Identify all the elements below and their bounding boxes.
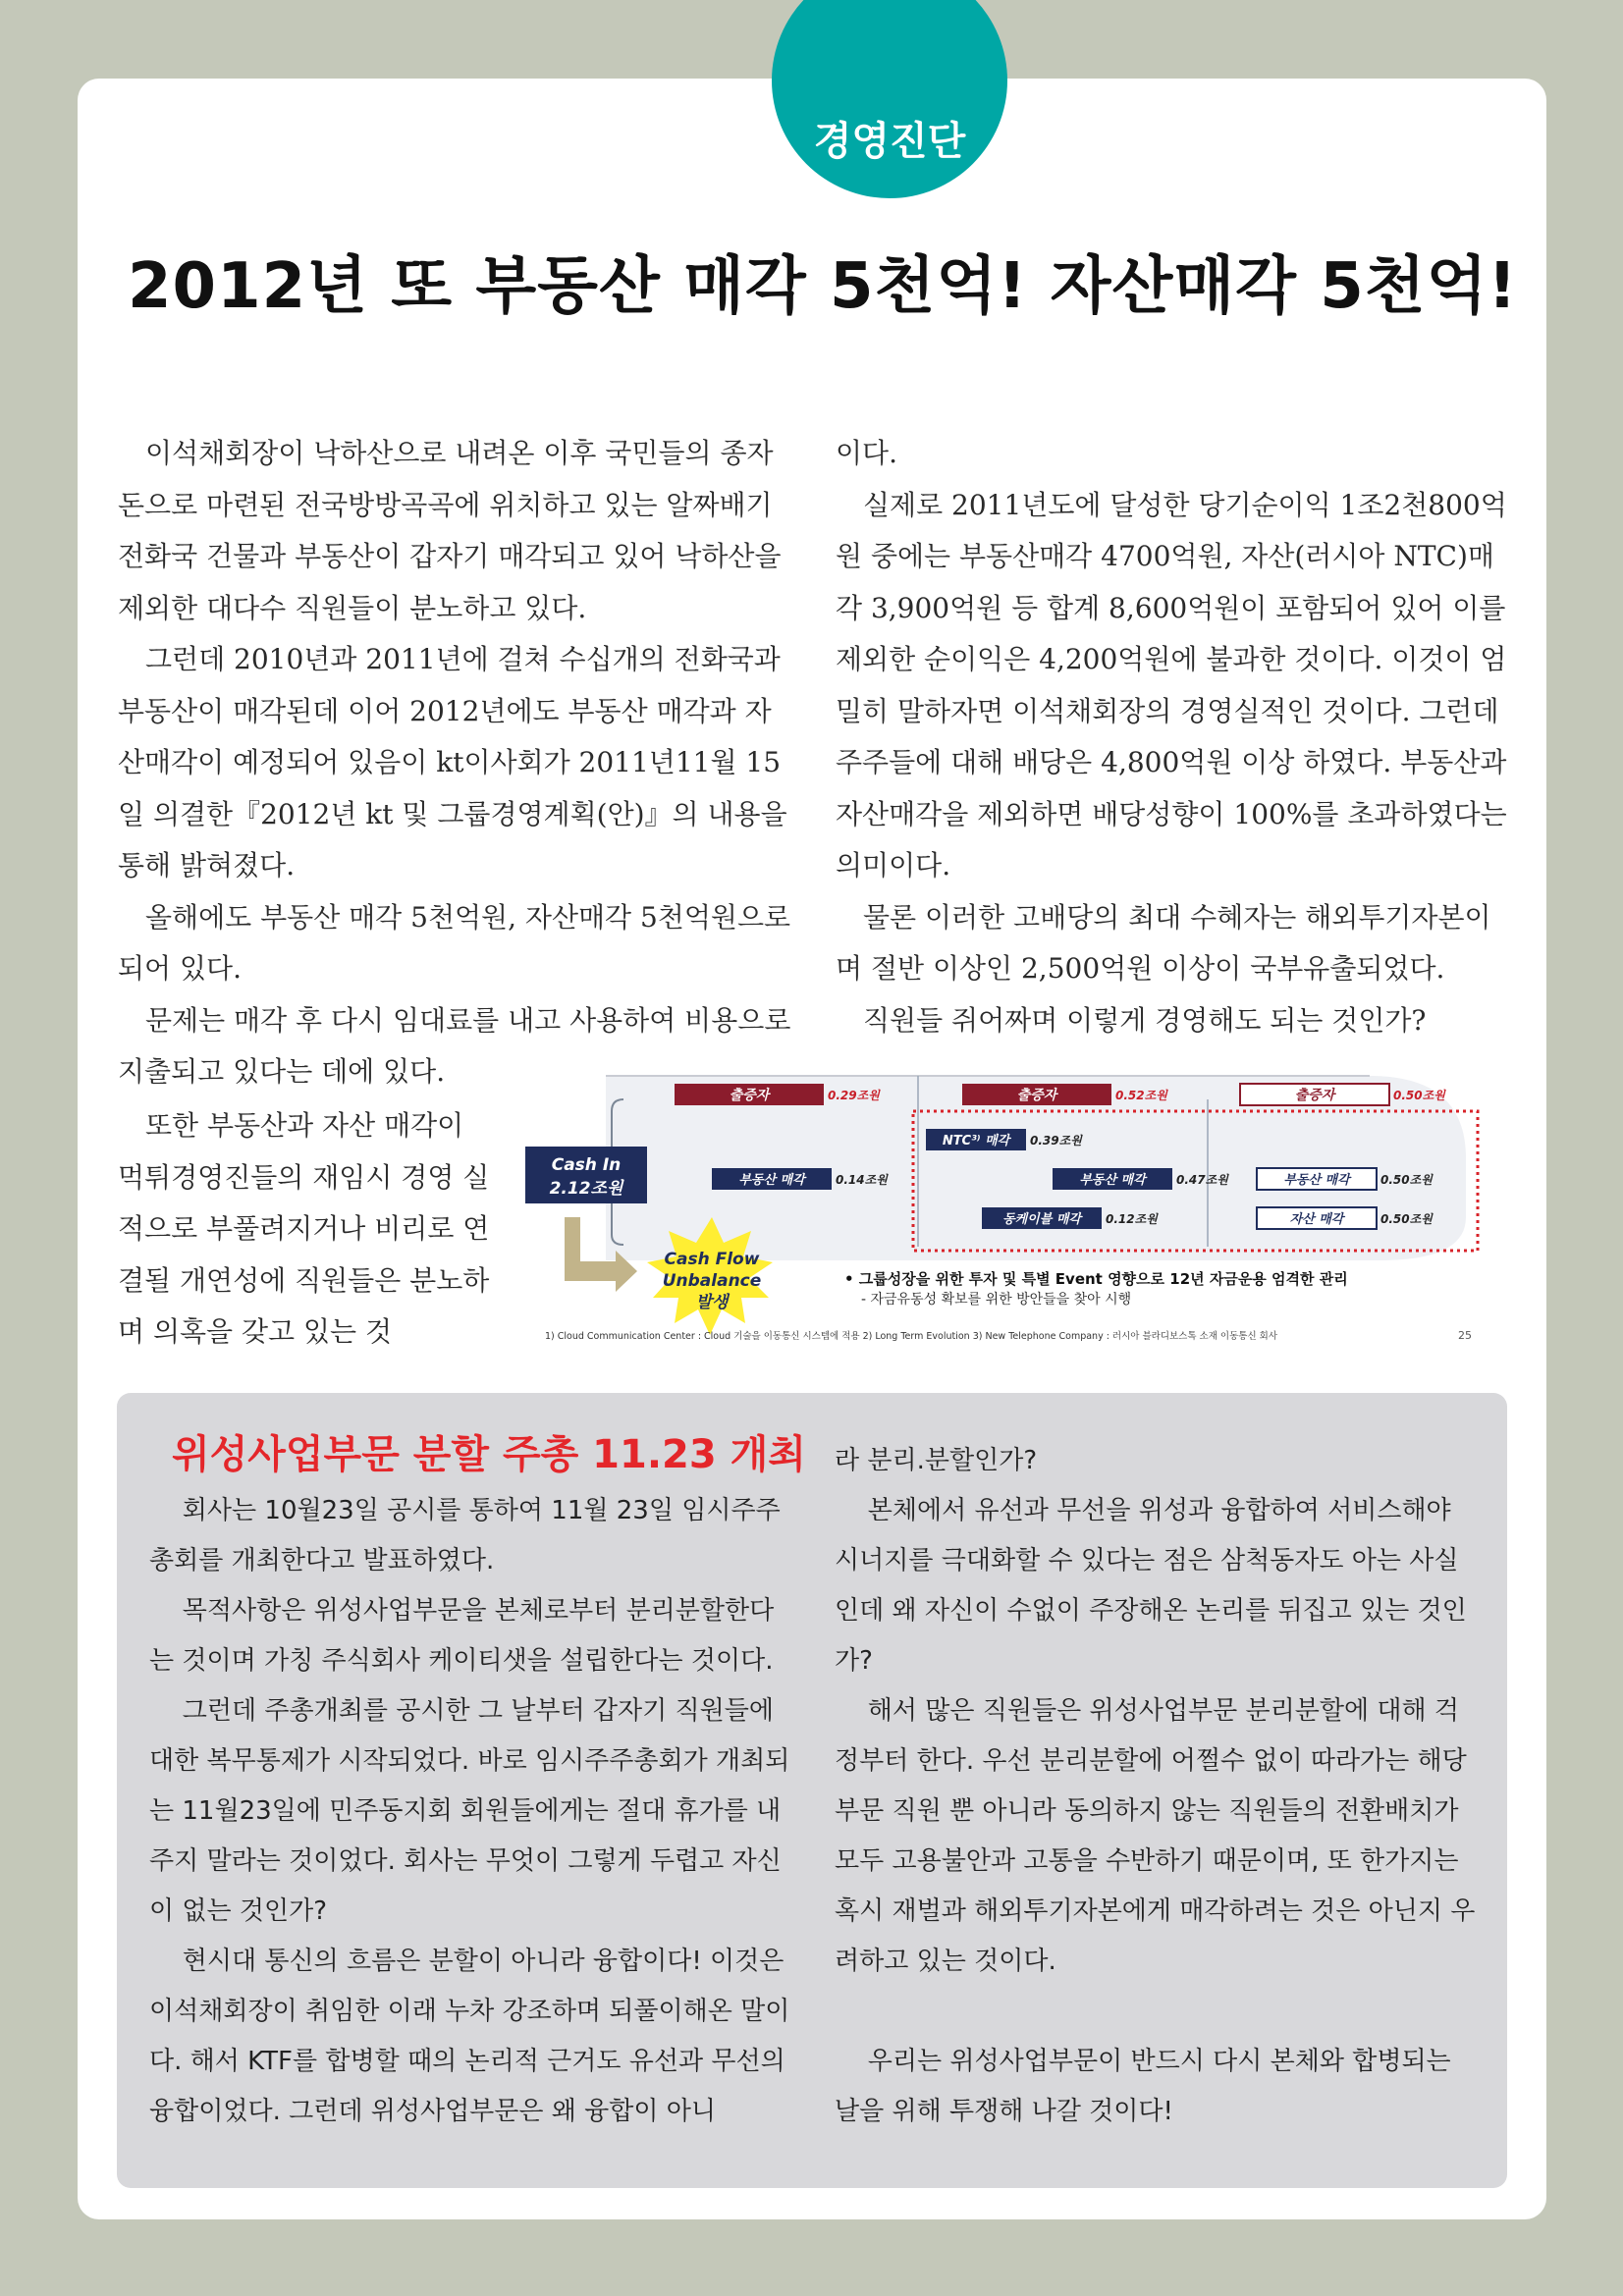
paragraph: 직원들 쥐어짜며 이렇게 경영해도 되는 것인가? (863, 1003, 1427, 1037)
cash-flow-diagram (525, 1070, 1507, 1355)
realestate-label-1: 부동산 매각 (738, 1173, 805, 1188)
paragraph: 실제로 2011년도에 달성한 당기순이익 1조2천800억원 중에는 부동산매각 4700억원, 자산(러시아 NTC)매각 3,900억원 등 합계 8,600억원이 포함되어 있어 이를 제외한 순이익은 4,200억원에 불과한 것이다. 이것이 엄밀히 말하자면 이석채회장의 경영실적인 것이다. 그런데 주주들에 대해 배당은 4,800억원 이상 하였다. 부동산과 자산매각을 제외하면 배당성향이 100%를 초과하였다는 의미이다. (836, 488, 1507, 881)
box-title: 위성사업부문 분할 주총 11.23 개최 (172, 1432, 806, 1477)
paragraph: 현시대 통신의 흐름은 분할이 아니라 융합이다! 이것은 이석채회장이 취임한 이래 누차 강조하며 되풀이해온 말이다. 해서 KTF를 합병할 때의 논리적 근거도 유선과 무선의 융합이었다. 그런데 위성사업부문은 왜 융합이 아니 (149, 1947, 790, 2126)
section-badge-label: 경영진단 (813, 119, 966, 164)
cash-in-label: Cash In (551, 1155, 622, 1175)
cable-sale-label: 동케이블 매각 (1002, 1212, 1081, 1227)
cash-in-amount: 2.12조원 (549, 1179, 623, 1199)
burst-line-2: Unbalance (662, 1271, 762, 1291)
funding-label-1: 출증자 (729, 1088, 770, 1103)
figure-page-number: 25 (1458, 1329, 1472, 1342)
realestate-value-1: 0.14조원 (836, 1173, 888, 1187)
funding-value-3: 0.50조원 (1393, 1089, 1445, 1102)
article-title: 2012년 또 부동산 매각 5천억! 자산매각 5천억! (128, 250, 1518, 323)
spacer (835, 1987, 1478, 2037)
closing-paragraph: 우리는 위성사업부문이 반드시 다시 본체와 합병되는 날을 위해 투쟁해 나갈 것이다! (835, 2047, 1451, 2126)
article-column-left (118, 428, 795, 1098)
paragraph: 목적사항은 위성사업부문을 본체로부터 분리분할한다는 것이며 가칭 주식회사 케이티샛을 설립한다는 것이다. (149, 1596, 775, 1676)
burst-line-1: Cash Flow (664, 1250, 760, 1269)
box-column-right (835, 1436, 1478, 2137)
cable-sale-value: 0.12조원 (1106, 1212, 1158, 1226)
note-line-2: - 자금유동성 확보를 위한 방안들을 찾아 시행 (861, 1292, 1132, 1308)
paragraph: 이석채회장이 낙하산으로 내려온 이후 국민들의 종자돈으로 마련된 전국방방곡곡에 위치하고 있는 알짜배기 전화국 건물과 부동산이 갑자기 매각되고 있어 낙하산을 제외한 대다수 직원들이 분노하고 있다. (118, 437, 782, 624)
figure-footnote: 1) Cloud Communication Center : Cloud 기술을 이동통신 시스템에 적용 2) Long Term Evolution 3) New Telephone Company : 러시아 블라디보스톡 소재 이동통신 회사 (545, 1331, 1278, 1342)
box-column-left (149, 1486, 792, 2137)
paragraph: 해서 많은 직원들은 위성사업부문 분리분할에 대해 걱정부터 한다. 우선 분리분할에 어쩔수 없이 따라가는 해당부문 직원 뿐 아니라 동의하지 않는 직원들의 전환배치가 모두 고용불안과 고통을 수반하기 때문이며, 또 한가지는 혹시 재벌과 해외투기자본에게 매각하려는 것은 아닌지 우려하고 있는 것이다. (835, 1696, 1476, 1976)
funding-value-2: 0.52조원 (1115, 1089, 1167, 1102)
paragraph: 본체에서 유선과 무선을 위성과 융합하여 서비스해야 시너지를 극대화할 수 있다는 점은 삼척동자도 아는 사실인데 왜 자신이 수없이 주장해온 논리를 뒤집고 있는 것인가? (835, 1496, 1467, 1676)
funding-label-2: 출증자 (1016, 1088, 1057, 1103)
realestate-value-3: 0.50조원 (1380, 1173, 1433, 1187)
ntc-sale-value: 0.39조원 (1030, 1134, 1082, 1148)
cash-flow-figure (525, 1070, 1507, 1355)
asset-sale-label: 자산 매각 (1289, 1212, 1344, 1227)
article-column-left-narrow (118, 1100, 496, 1359)
paragraph: 물론 이러한 고배당의 최대 수혜자는 해외투기자본이며 절반 이상인 2,500억원 이상이 국부유출되었다. (836, 900, 1491, 985)
paragraph: 회사는 10월23일 공시를 통하여 11월 23일 임시주주총회를 개최한다고 발표하였다. (149, 1496, 781, 1575)
paragraph-continued: 라 분리.분할인가? (835, 1446, 1038, 1475)
paragraph: 그런데 주총개최를 공시한 그 날부터 갑자기 직원들에 대한 복무통제가 시작되었다. 바로 임시주주총회가 개최되는 11월23일에 민주동지회 회원들에게는 절대 휴가를 내주지 말라는 것이었다. 회사는 무엇이 그렇게 두렵고 자신이 없는 것인가? (149, 1696, 790, 1926)
asset-sale-value: 0.50조원 (1380, 1212, 1433, 1226)
paragraph: 또한 부동산과 자산 매각이 먹튀경영진들의 재임시 경영 실적으로 부풀려지거나 비리로 연결될 개연성에 직원들은 분노하며 의혹을 갖고 있는 것 (118, 1109, 490, 1348)
paragraph: 올해에도 부동산 매각 5천억원, 자산매각 5천억원으로 되어 있다. (118, 900, 791, 985)
realestate-label-3: 부동산 매각 (1283, 1173, 1350, 1188)
section-badge (772, 0, 1007, 198)
paragraph: 그런데 2010년과 2011년에 걸쳐 수십개의 전화국과 부동산이 매각된데 이어 2012년에도 부동산 매각과 자산매각이 예정되어 있음이 kt이사회가 2011년11월 15일 의결한『2012년 kt 및 그룹경영계획(안)』의 내용을 통해 밝혀졌다. (118, 643, 787, 881)
article-column-right (836, 428, 1513, 1046)
funding-value-1: 0.29조원 (828, 1089, 880, 1102)
note-line-1: • 그룹성장을 위한 투자 및 특별 Event 영향으로 12년 자금운용 엄격한 관리 (844, 1270, 1348, 1288)
paragraph: 문제는 매각 후 다시 임대료를 내고 사용하여 비용으로 지출되고 있다는 데에 있다. (118, 1003, 791, 1088)
ntc-sale-label: NTC³⁾ 매각 (942, 1134, 1010, 1148)
paragraph-continued: 이다. (836, 437, 897, 469)
realestate-label-2: 부동산 매각 (1079, 1173, 1146, 1188)
realestate-value-2: 0.47조원 (1176, 1173, 1228, 1187)
burst-line-3: 발생 (695, 1293, 729, 1312)
funding-label-3: 출증자 (1294, 1088, 1335, 1103)
